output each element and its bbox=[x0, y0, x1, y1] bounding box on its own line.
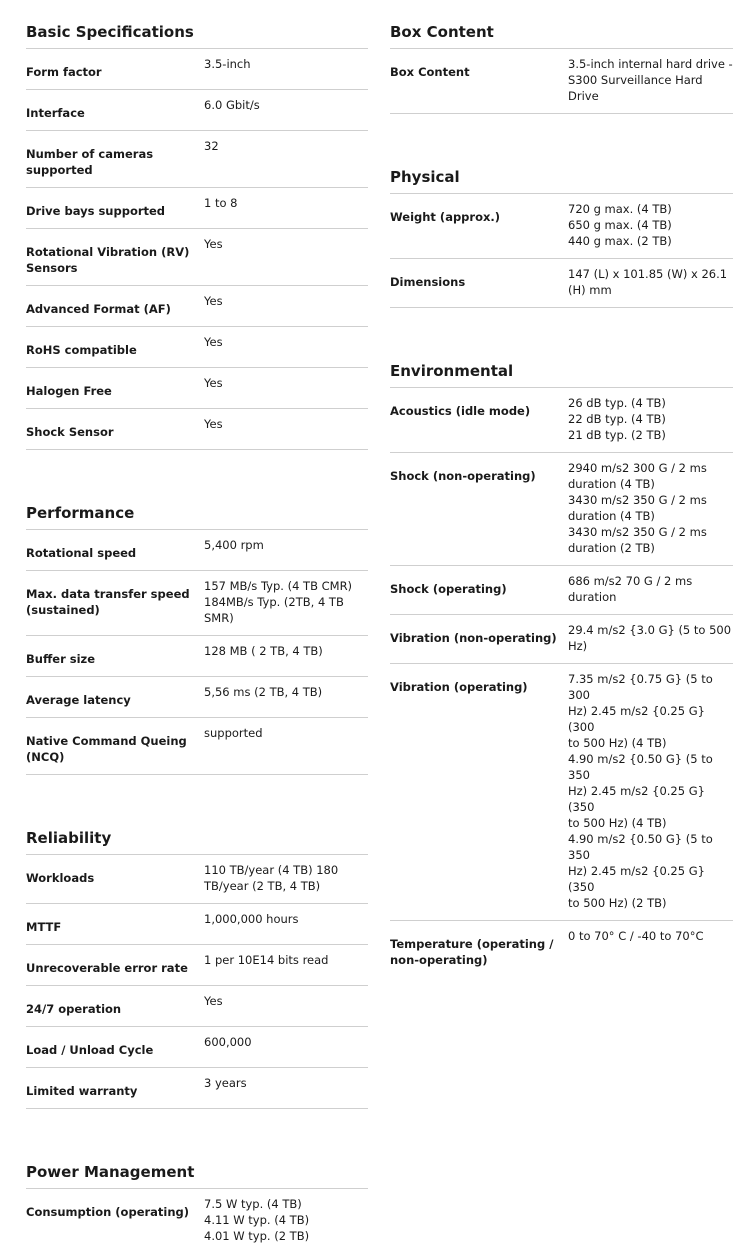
spec-label: Weight (approx.) bbox=[390, 210, 501, 224]
spec-row-max-data-transfer-speed-sustained bbox=[26, 571, 368, 636]
section-title: Box Content bbox=[390, 0, 733, 49]
right-column bbox=[390, 0, 733, 977]
spec-row-interface bbox=[26, 90, 368, 131]
spec-label: Native Command Queing (NCQ) bbox=[26, 734, 187, 764]
spec-value: 6.0 Gbit/s bbox=[204, 98, 260, 112]
spec-label: Load / Unload Cycle bbox=[26, 1043, 154, 1057]
spec-value: 3.5-inch internal hard drive - S300 Surveillance Hard Drive bbox=[568, 57, 733, 103]
section-title: Basic Specifications bbox=[26, 0, 368, 49]
spec-label: Acoustics (idle mode) bbox=[390, 404, 531, 418]
spec-value: Yes bbox=[204, 994, 223, 1008]
spec-label: Vibration (operating) bbox=[390, 680, 528, 694]
spec-label: 24/7 operation bbox=[26, 1002, 122, 1016]
spec-row-shock-non-operating bbox=[390, 453, 733, 566]
spec-value: 147 (L) x 101.85 (W) x 26.1 (H) mm bbox=[568, 267, 728, 297]
spec-value: Yes bbox=[204, 417, 223, 431]
spec-row-native-command-queing-ncq bbox=[26, 718, 368, 775]
section-box-content bbox=[390, 0, 733, 114]
spec-row-vibration-non-operating bbox=[390, 615, 733, 664]
spec-row-average-latency bbox=[26, 677, 368, 718]
spec-value: 7.35 m/s2 {0.75 G} (5 to 300 Hz) 2.45 m/s2 {0.25 G} (300 to 500 Hz) (4 TB) 4.90 m/s2 {0.50 G} (5 to 350 Hz) 2.45 m/s2 {0.25 G} (350 to 500 Hz) (4 TB) 4.90 m/s2 {0.50 G} (5 to 350 Hz) 2.45 m/s2 {0.25 G} (350 to 500 Hz) (2 TB) bbox=[568, 672, 713, 910]
spec-row-rohs-compatible bbox=[26, 327, 368, 368]
spec-label: RoHS compatible bbox=[26, 343, 137, 357]
spec-row-buffer-size bbox=[26, 636, 368, 677]
spec-label: Buffer size bbox=[26, 652, 96, 666]
section-title: Physical bbox=[390, 114, 733, 194]
spec-value: 1 per 10E14 bits read bbox=[204, 953, 329, 967]
spec-row-acoustics-idle-mode bbox=[390, 388, 733, 453]
spec-value: 3.5-inch bbox=[204, 57, 251, 71]
left-column bbox=[26, 0, 368, 1253]
spec-row-temperature-operating-non-operating bbox=[390, 921, 733, 977]
spec-label: Limited warranty bbox=[26, 1084, 138, 1098]
spec-value: 32 bbox=[204, 139, 219, 153]
spec-label: Shock Sensor bbox=[26, 425, 114, 439]
section-performance bbox=[26, 450, 368, 775]
spec-value: Yes bbox=[204, 376, 223, 390]
spec-label: Consumption (operating) bbox=[26, 1205, 190, 1219]
spec-row-load-unload-cycle bbox=[26, 1027, 368, 1068]
spec-row-24-7-operation bbox=[26, 986, 368, 1027]
spec-label: Average latency bbox=[26, 693, 131, 707]
spec-row-halogen-free bbox=[26, 368, 368, 409]
spec-row-drive-bays-supported bbox=[26, 188, 368, 229]
spec-row-shock-operating bbox=[390, 566, 733, 615]
section-reliability bbox=[26, 775, 368, 1109]
spec-row-limited-warranty bbox=[26, 1068, 368, 1109]
section-title: Reliability bbox=[26, 775, 368, 855]
spec-label: Shock (operating) bbox=[390, 582, 507, 596]
section-power-management bbox=[26, 1109, 368, 1253]
spec-label: Box Content bbox=[390, 65, 470, 79]
spec-label: Number of cameras supported bbox=[26, 147, 154, 177]
spec-label: Dimensions bbox=[390, 275, 466, 289]
spec-row-number-of-cameras-supported bbox=[26, 131, 368, 188]
spec-label: Advanced Format (AF) bbox=[26, 302, 171, 316]
spec-value: 686 m/s2 70 G / 2 ms duration bbox=[568, 574, 693, 604]
section-title: Performance bbox=[26, 450, 368, 530]
spec-label: Drive bays supported bbox=[26, 204, 166, 218]
spec-label: Temperature (operating / non-operating) bbox=[390, 937, 554, 967]
spec-label: Unrecoverable error rate bbox=[26, 961, 188, 975]
spec-label: Form factor bbox=[26, 65, 102, 79]
spec-label: Max. data transfer speed (sustained) bbox=[26, 587, 190, 617]
section-title: Power Management bbox=[26, 1109, 368, 1189]
spec-value: 157 MB/s Typ. (4 TB CMR) 184MB/s Typ. (2TB, 4 TB SMR) bbox=[204, 579, 353, 625]
spec-label: Rotational speed bbox=[26, 546, 137, 560]
spec-row-weight-approx bbox=[390, 194, 733, 259]
spec-row-unrecoverable-error-rate bbox=[26, 945, 368, 986]
spec-value: supported bbox=[204, 726, 263, 740]
spec-row-rotational-speed bbox=[26, 530, 368, 571]
spec-value: 7.5 W typ. (4 TB) 4.11 W typ. (4 TB) 4.01 W typ. (2 TB) bbox=[204, 1197, 310, 1243]
spec-value: 0 to 70° C / -40 to 70°C bbox=[568, 929, 704, 943]
spec-value: 5,56 ms (2 TB, 4 TB) bbox=[204, 685, 323, 699]
spec-value: 110 TB/year (4 TB) 180 TB/year (2 TB, 4 TB) bbox=[204, 863, 339, 893]
spec-label: Interface bbox=[26, 106, 85, 120]
section-basic-specifications bbox=[26, 0, 368, 450]
spec-value: 1,000,000 hours bbox=[204, 912, 299, 926]
spec-label: Vibration (non-operating) bbox=[390, 631, 557, 645]
spec-label: Shock (non-operating) bbox=[390, 469, 536, 483]
spec-row-vibration-operating bbox=[390, 664, 733, 921]
spec-row-mttf bbox=[26, 904, 368, 945]
spec-value: 29.4 m/s2 {3.0 G} (5 to 500 Hz) bbox=[568, 623, 732, 653]
spec-row-advanced-format-af bbox=[26, 286, 368, 327]
spec-value: 720 g max. (4 TB) 650 g max. (4 TB) 440 g max. (2 TB) bbox=[568, 202, 672, 248]
spec-row-workloads bbox=[26, 855, 368, 904]
spec-value: 2940 m/s2 300 G / 2 ms duration (4 TB) 3430 m/s2 350 G / 2 ms duration (4 TB) 3430 m/s2 350 G / 2 ms duration (2 TB) bbox=[568, 461, 707, 555]
spec-row-dimensions bbox=[390, 259, 733, 308]
spec-value: 5,400 rpm bbox=[204, 538, 264, 552]
spec-row-consumption-operating bbox=[26, 1189, 368, 1253]
spec-label: Halogen Free bbox=[26, 384, 112, 398]
spec-value: Yes bbox=[204, 294, 223, 308]
section-physical bbox=[390, 114, 733, 308]
spec-value: 600,000 bbox=[204, 1035, 252, 1049]
spec-label: MTTF bbox=[26, 920, 62, 934]
spec-row-shock-sensor bbox=[26, 409, 368, 450]
spec-label: Rotational Vibration (RV) Sensors bbox=[26, 245, 190, 275]
spec-row-box-content bbox=[390, 49, 733, 114]
section-environmental bbox=[390, 308, 733, 977]
spec-value: Yes bbox=[204, 237, 223, 251]
spec-value: 3 years bbox=[204, 1076, 247, 1090]
spec-row-rotational-vibration-rv-sensors bbox=[26, 229, 368, 286]
spec-row-form-factor bbox=[26, 49, 368, 90]
spec-value: Yes bbox=[204, 335, 223, 349]
spec-label: Workloads bbox=[26, 871, 95, 885]
spec-value: 26 dB typ. (4 TB) 22 dB typ. (4 TB) 21 dB typ. (2 TB) bbox=[568, 396, 666, 442]
section-title: Environmental bbox=[390, 308, 733, 388]
spec-value: 1 to 8 bbox=[204, 196, 238, 210]
spec-value: 128 MB ( 2 TB, 4 TB) bbox=[204, 644, 323, 658]
